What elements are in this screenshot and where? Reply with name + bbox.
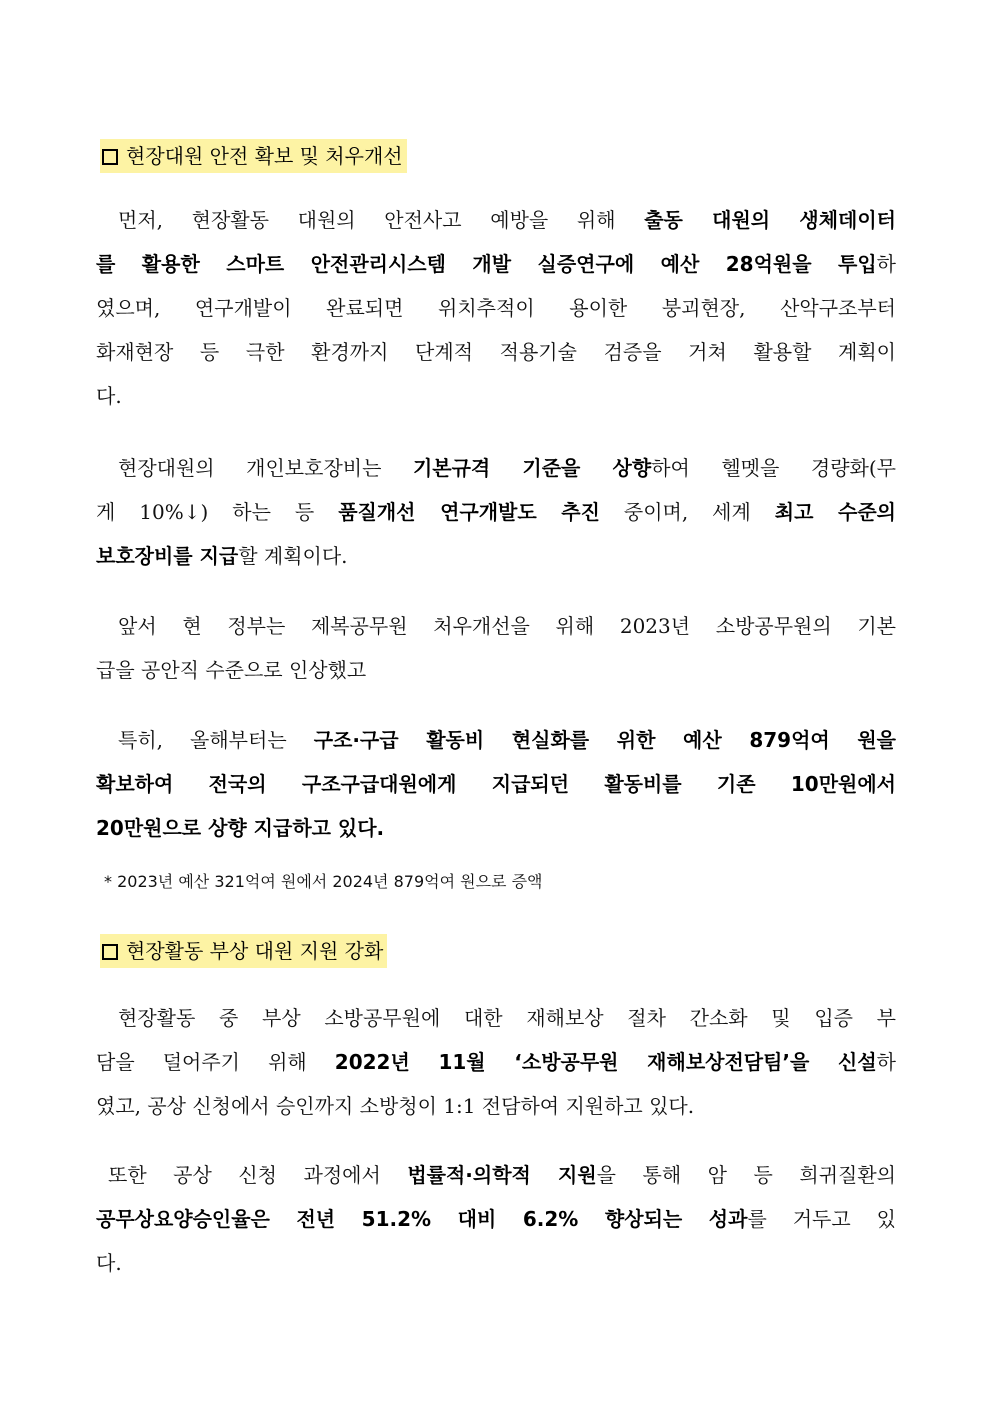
text-line: 였고, 공상 신청에서 승인까지 소방청이 1:1 전담하여 지원하고 있다. — [96, 1094, 695, 1118]
bold-text: 법률적·의학적 지원 — [407, 1163, 597, 1187]
text-line: 급을 공안직 수준으로 인상했고 — [96, 658, 367, 682]
text-line: 20만원으로 상향 지급하고 있다. — [96, 816, 385, 840]
text-run: 할 계획이다. — [238, 544, 348, 568]
section-heading-injury-support — [100, 934, 387, 968]
text-line: 앞서 현 정부는 제복공무원 처우개선을 위해 2023년 소방공무원의 기본 — [118, 614, 896, 638]
paragraph-activity-budget — [96, 718, 896, 850]
checkbox-square-icon — [102, 944, 118, 960]
checkbox-square-icon — [102, 149, 118, 165]
section-heading-text: 현장활동 부상 대원 지원 강화 — [126, 939, 384, 963]
text-line — [96, 1197, 896, 1241]
text-run: 하 — [876, 1050, 896, 1074]
bold-text: 를 활용한 스마트 안전관리시스템 개발 실증연구에 예산 28억원을 투입 — [96, 252, 877, 276]
text-run: 또한 공상 신청 과정에서 — [108, 1163, 408, 1187]
text-line: 다. — [96, 384, 122, 408]
paragraph-smart-safety — [96, 198, 896, 418]
bold-text: 보호장비를 지급 — [96, 544, 239, 568]
bold-text: 2022년 11월 ‘소방공무원 재해보상전담팀’을 신설 — [334, 1050, 877, 1074]
section-heading-safety — [100, 139, 407, 173]
text-run: 현장대원의 개인보호장비는 — [118, 456, 413, 480]
bold-text: 구조·구급 활동비 현실화를 위한 예산 879억여 원을 — [313, 728, 897, 752]
text-line: 였으며, 연구개발이 완료되면 위치추적이 용이한 붕괴현장, 산악구조부터 — [96, 296, 896, 320]
paragraph-protective-gear — [96, 446, 896, 578]
text-run: 먼저, 현장활동 대원의 안전사고 예방을 위해 — [118, 208, 645, 232]
text-line — [96, 446, 896, 490]
text-line — [96, 490, 896, 534]
footnote: * 2023년 예산 321억여 원에서 2024년 879억여 원으로 증액 — [104, 872, 543, 891]
text-run: 을 통해 암 등 희귀질환의 — [596, 1163, 896, 1187]
text-line: 화재현장 등 극한 환경까지 단계적 적용기술 검증을 거쳐 활용할 계획이 — [96, 340, 896, 364]
text-run: 중이며, 세계 — [599, 500, 775, 524]
text-line — [96, 1040, 896, 1084]
bold-text: 출동 대원의 생체데이터 — [644, 208, 896, 232]
text-line — [96, 534, 896, 578]
section-heading-text: 현장대원 안전 확보 및 처우개선 — [126, 144, 403, 168]
text-line — [96, 242, 896, 286]
bold-text: 기본규격 기준을 상향 — [412, 456, 652, 480]
bold-text: 최고 수준의 — [774, 500, 896, 524]
paragraph-compensation-team — [96, 996, 896, 1128]
text-run: 게 10%↓) 하는 등 — [96, 500, 339, 524]
text-run: 담을 덜어주기 위해 — [96, 1050, 335, 1074]
text-line: 현장활동 중 부상 소방공무원에 대한 재해보상 절차 간소화 및 입증 부 — [118, 1006, 896, 1030]
text-run: 하여 헬멧을 경량화(무 — [651, 456, 896, 480]
text-run: 를 거두고 있 — [747, 1207, 896, 1231]
text-run: 특히, 올해부터는 — [118, 728, 314, 752]
text-line: 다. — [96, 1251, 122, 1275]
bold-text: 품질개선 연구개발도 추진 — [338, 500, 600, 524]
bold-text: 공무상요양승인율은 전년 51.2% 대비 6.2% 향상되는 성과 — [96, 1207, 748, 1231]
text-run: 하 — [876, 252, 896, 276]
text-line — [96, 1153, 896, 1197]
text-line — [96, 198, 896, 242]
text-line — [96, 718, 896, 762]
paragraph-salary — [96, 604, 896, 692]
paragraph-approval-rate — [96, 1153, 896, 1285]
text-line: 확보하여 전국의 구조구급대원에게 지급되던 활동비를 기존 10만원에서 — [96, 772, 896, 796]
